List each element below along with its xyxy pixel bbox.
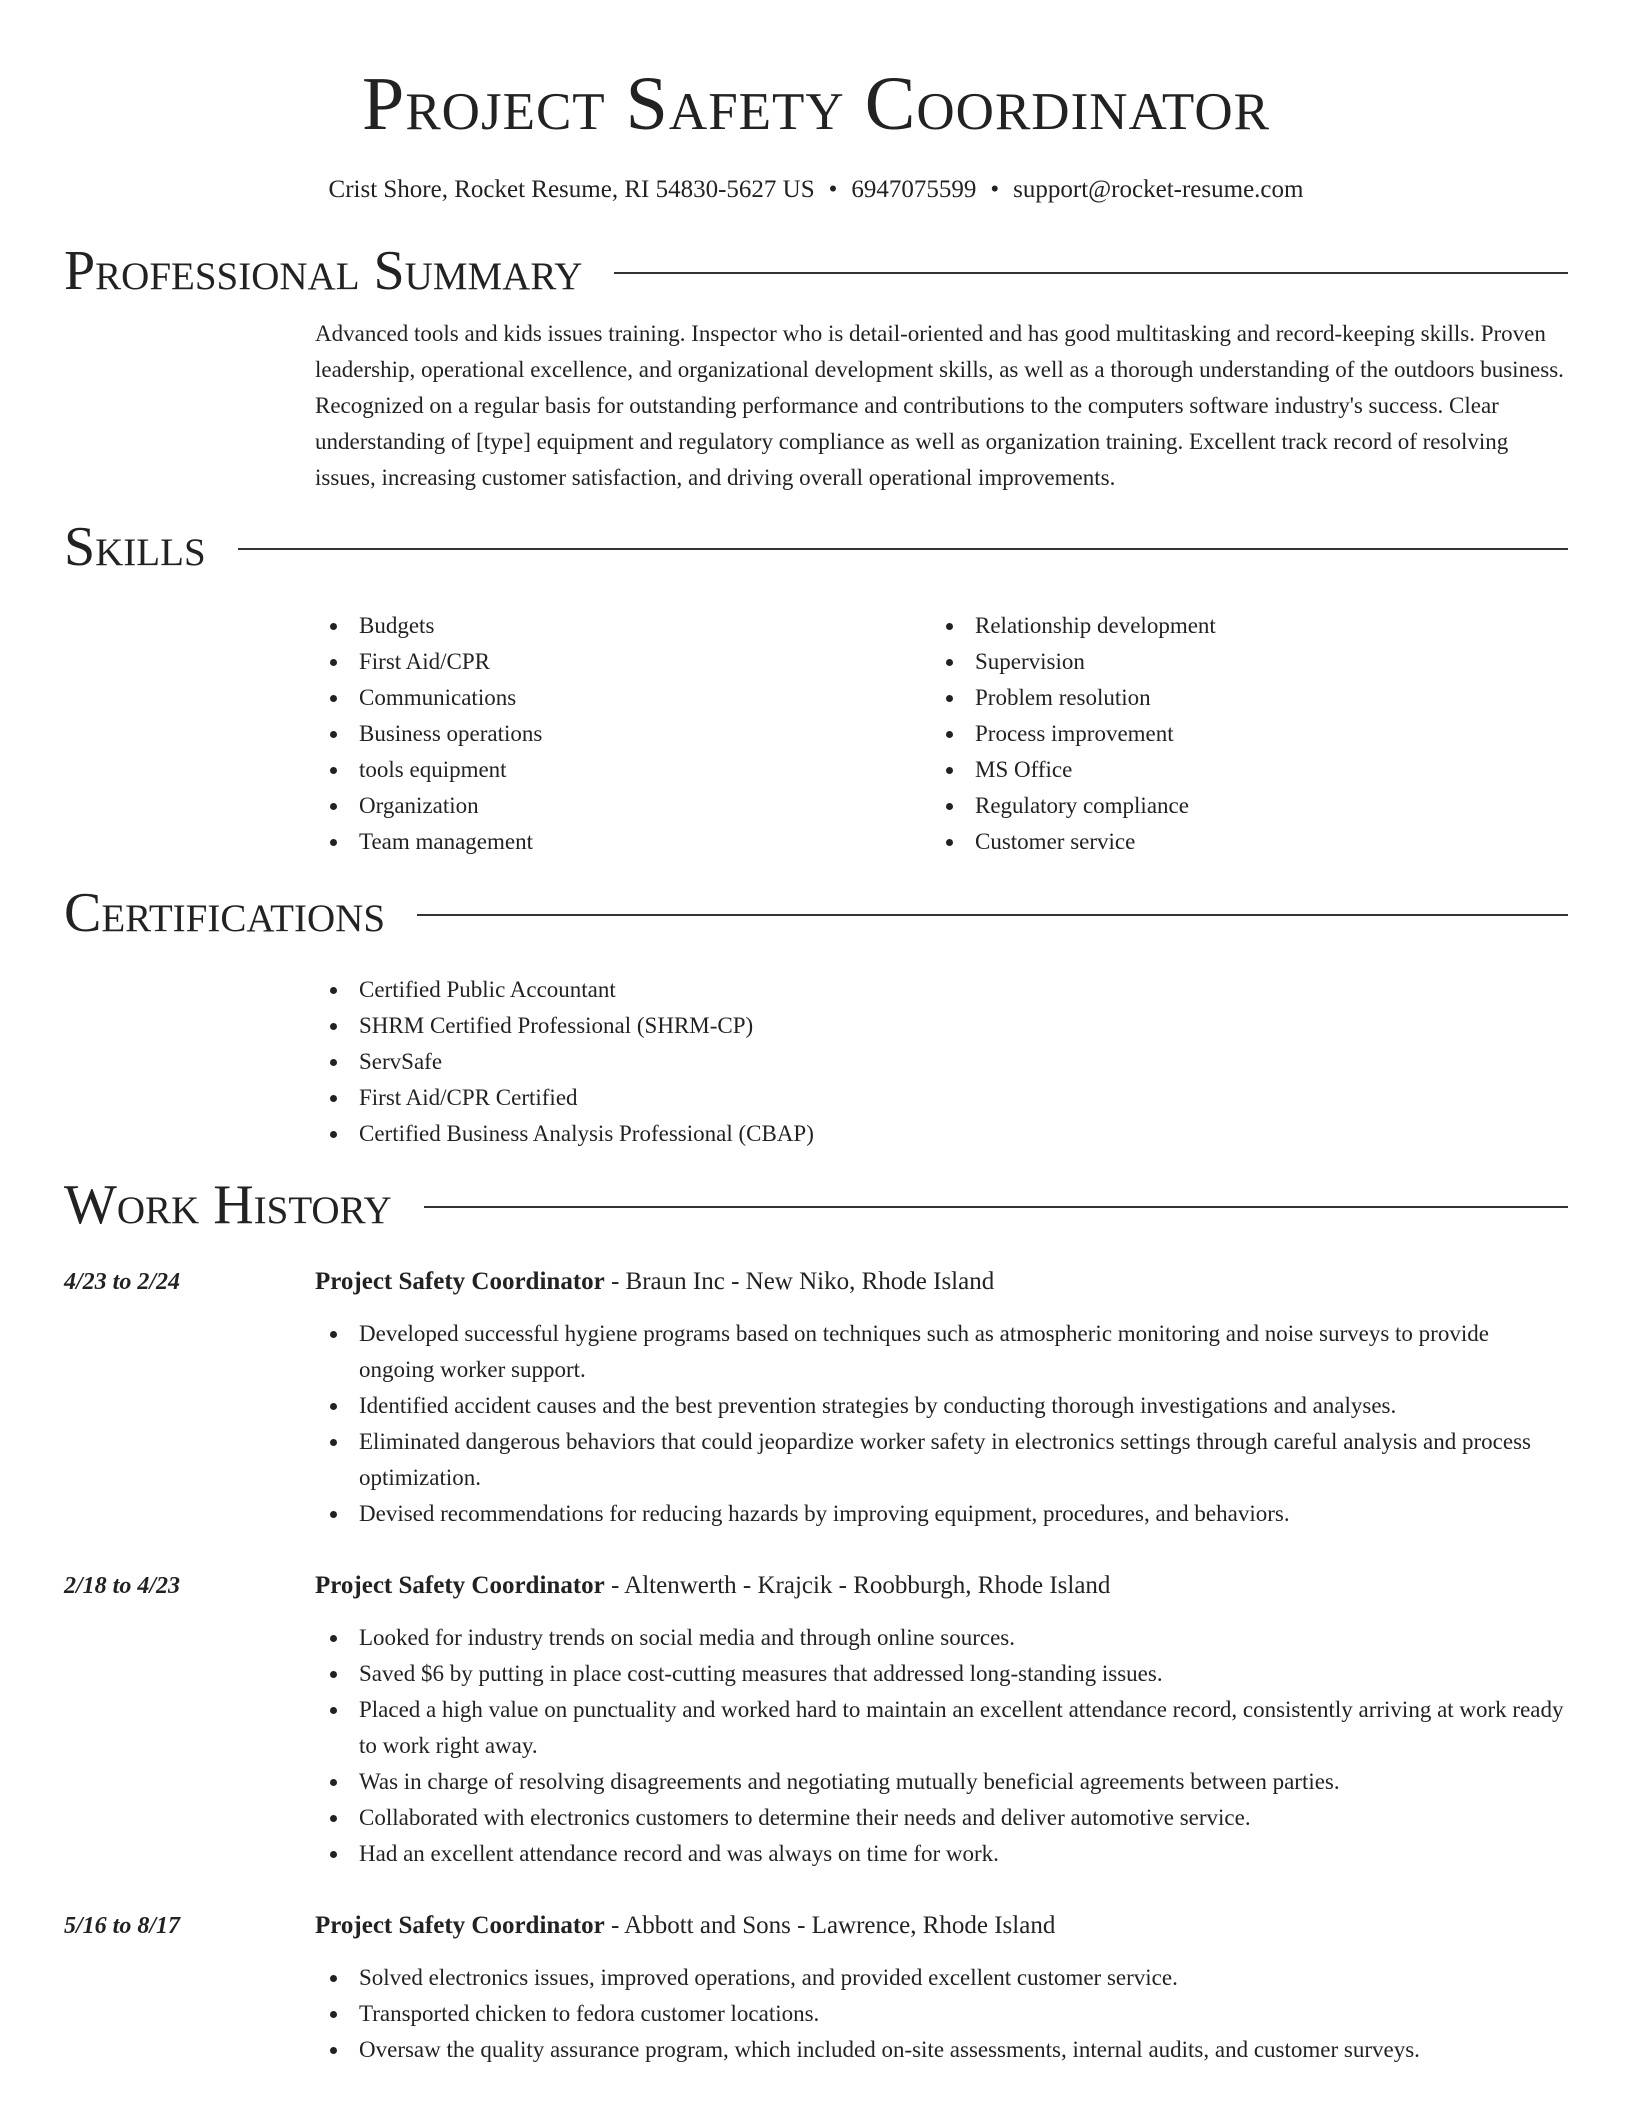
skill-item: Organization (315, 788, 931, 824)
certifications-list (315, 972, 1568, 1152)
work-history-section (64, 1172, 1568, 2068)
skills-heading (64, 514, 1568, 580)
work-history-title: Work History (64, 1174, 392, 1236)
summary-heading (64, 238, 1568, 304)
certifications-heading (64, 880, 1568, 946)
certification-item: First Aid/CPR Certified (315, 1080, 1568, 1116)
skill-item: tools equipment (315, 752, 931, 788)
contact-line (64, 172, 1568, 208)
section-divider (614, 272, 1568, 274)
job-company-location: - Braun Inc - New Niko, Rhode Island (604, 1268, 995, 1295)
job-role: Project Safety Coordinator (315, 1572, 605, 1599)
job-bullet: Looked for industry trends on social media and through online sources. (315, 1620, 1568, 1656)
contact-separator: • (990, 176, 1000, 203)
job-bullet: Oversaw the quality assurance program, which included on-site assessments, internal audits, and customer surveys. (315, 2032, 1568, 2068)
job-company-location: - Altenwerth - Krajcik - Roobburgh, Rhode Island (604, 1572, 1111, 1599)
skill-item: Budgets (315, 608, 931, 644)
section-divider (424, 1206, 1568, 1208)
skill-item: Supervision (931, 644, 1547, 680)
job-dates: 2/18 to 4/23 (64, 1573, 181, 1599)
contact-address: Crist Shore, Rocket Resume, RI 54830-5627 US (328, 176, 815, 203)
certification-item: ServSafe (315, 1044, 1568, 1080)
job-dates: 5/16 to 8/17 (64, 1913, 181, 1939)
job-bullet: Placed a high value on punctuality and worked hard to maintain an excellent attendance record, consistently arriving at work ready to work right away. (315, 1692, 1568, 1764)
contact-phone: 6947075599 (851, 176, 977, 203)
job-bullet: Collaborated with electronics customers to determine their needs and deliver automotive service. (315, 1800, 1568, 1836)
contact-separator: • (828, 176, 838, 203)
job-bullet: Devised recommendations for reducing hazards by improving equipment, procedures, and behaviors. (315, 1496, 1568, 1532)
certifications-section (64, 880, 1568, 1152)
skill-item: Process improvement (931, 716, 1547, 752)
job-bullets (315, 1316, 1568, 1532)
work-history-entries (64, 1264, 1568, 2068)
skill-item: Communications (315, 680, 931, 716)
skills-list-left (315, 608, 931, 860)
job-company-location: - Abbott and Sons - Lawrence, Rhode Island (604, 1912, 1056, 1939)
section-divider (238, 548, 1568, 550)
job-dates: 4/23 to 2/24 (64, 1269, 181, 1295)
job-bullet: Developed successful hygiene programs based on techniques such as atmospheric monitoring and noise surveys to provide ongoing worker support. (315, 1316, 1568, 1388)
section-divider (417, 914, 1568, 916)
job-bullet: Had an excellent attendance record and was always on time for work. (315, 1836, 1568, 1872)
skills-list-right (931, 608, 1547, 860)
job-role: Project Safety Coordinator (315, 1268, 605, 1295)
job-bullet: Identified accident causes and the best prevention strategies by conducting thorough investigations and analyses. (315, 1388, 1568, 1424)
job-bullets (315, 1960, 1568, 2068)
job-bullets (315, 1620, 1568, 1872)
job-role: Project Safety Coordinator (315, 1912, 605, 1939)
job-bullet: Eliminated dangerous behaviors that could jeopardize worker safety in electronics settings through careful analysis and process optimization. (315, 1424, 1568, 1496)
summary-section (64, 238, 1568, 496)
skills-column-left (315, 608, 931, 860)
resume-name-title: Project Safety Coordinator (362, 62, 1270, 146)
resume-page (64, 0, 1568, 2068)
skills-section (64, 514, 1568, 860)
skill-item: Regulatory compliance (931, 788, 1547, 824)
job-details (315, 1568, 1568, 1872)
job-entry (64, 1568, 1568, 1872)
skills-grid (315, 608, 1568, 860)
job-entry (64, 1908, 1568, 2068)
skill-item: Team management (315, 824, 931, 860)
skills-column-right (931, 608, 1547, 860)
job-title-line (315, 1264, 1568, 1300)
certification-item: Certified Business Analysis Professional (CBAP) (315, 1116, 1568, 1152)
job-title-line (315, 1908, 1568, 1944)
summary-text: Advanced tools and kids issues training. Inspector who is detail-oriented and has good multitasking and record-keeping skills. Proven leadership, operational excellence, and organizational development skills, as well as a thorough understanding of the outdoors business. Recognized on a regular basis for outstanding performance and contributions to the computers software industry's success. Clear understanding of [type] equipment and regulatory compliance as well as organization training. Excellent track record of resolving issues, increasing customer satisfaction, and driving overall operational improvements. (315, 321, 1564, 490)
skills-title: Skills (64, 516, 206, 578)
contact-email[interactable]: support@rocket-resume.com (1013, 176, 1304, 203)
skill-item: Customer service (931, 824, 1547, 860)
skill-item: Relationship development (931, 608, 1547, 644)
skill-item: First Aid/CPR (315, 644, 931, 680)
job-bullet: Saved $6 by putting in place cost-cutting measures that addressed long-standing issues. (315, 1656, 1568, 1692)
job-details (315, 1908, 1568, 2068)
summary-title: Professional Summary (64, 240, 583, 302)
skill-item: Business operations (315, 716, 931, 752)
certifications-title: Certifications (64, 882, 386, 944)
skill-item: Problem resolution (931, 680, 1547, 716)
work-history-heading (64, 1172, 1568, 1238)
certifications-content (315, 972, 1568, 1152)
job-title-line (315, 1568, 1568, 1604)
certification-item: Certified Public Accountant (315, 972, 1568, 1008)
certification-item: SHRM Certified Professional (SHRM-CP) (315, 1008, 1568, 1044)
job-bullet: Transported chicken to fedora customer locations. (315, 1996, 1568, 2032)
job-entry (64, 1264, 1568, 1532)
job-bullet: Solved electronics issues, improved operations, and provided excellent customer service. (315, 1960, 1568, 1996)
skill-item: MS Office (931, 752, 1547, 788)
job-details (315, 1264, 1568, 1532)
job-bullet: Was in charge of resolving disagreements and negotiating mutually beneficial agreements between parties. (315, 1764, 1568, 1800)
